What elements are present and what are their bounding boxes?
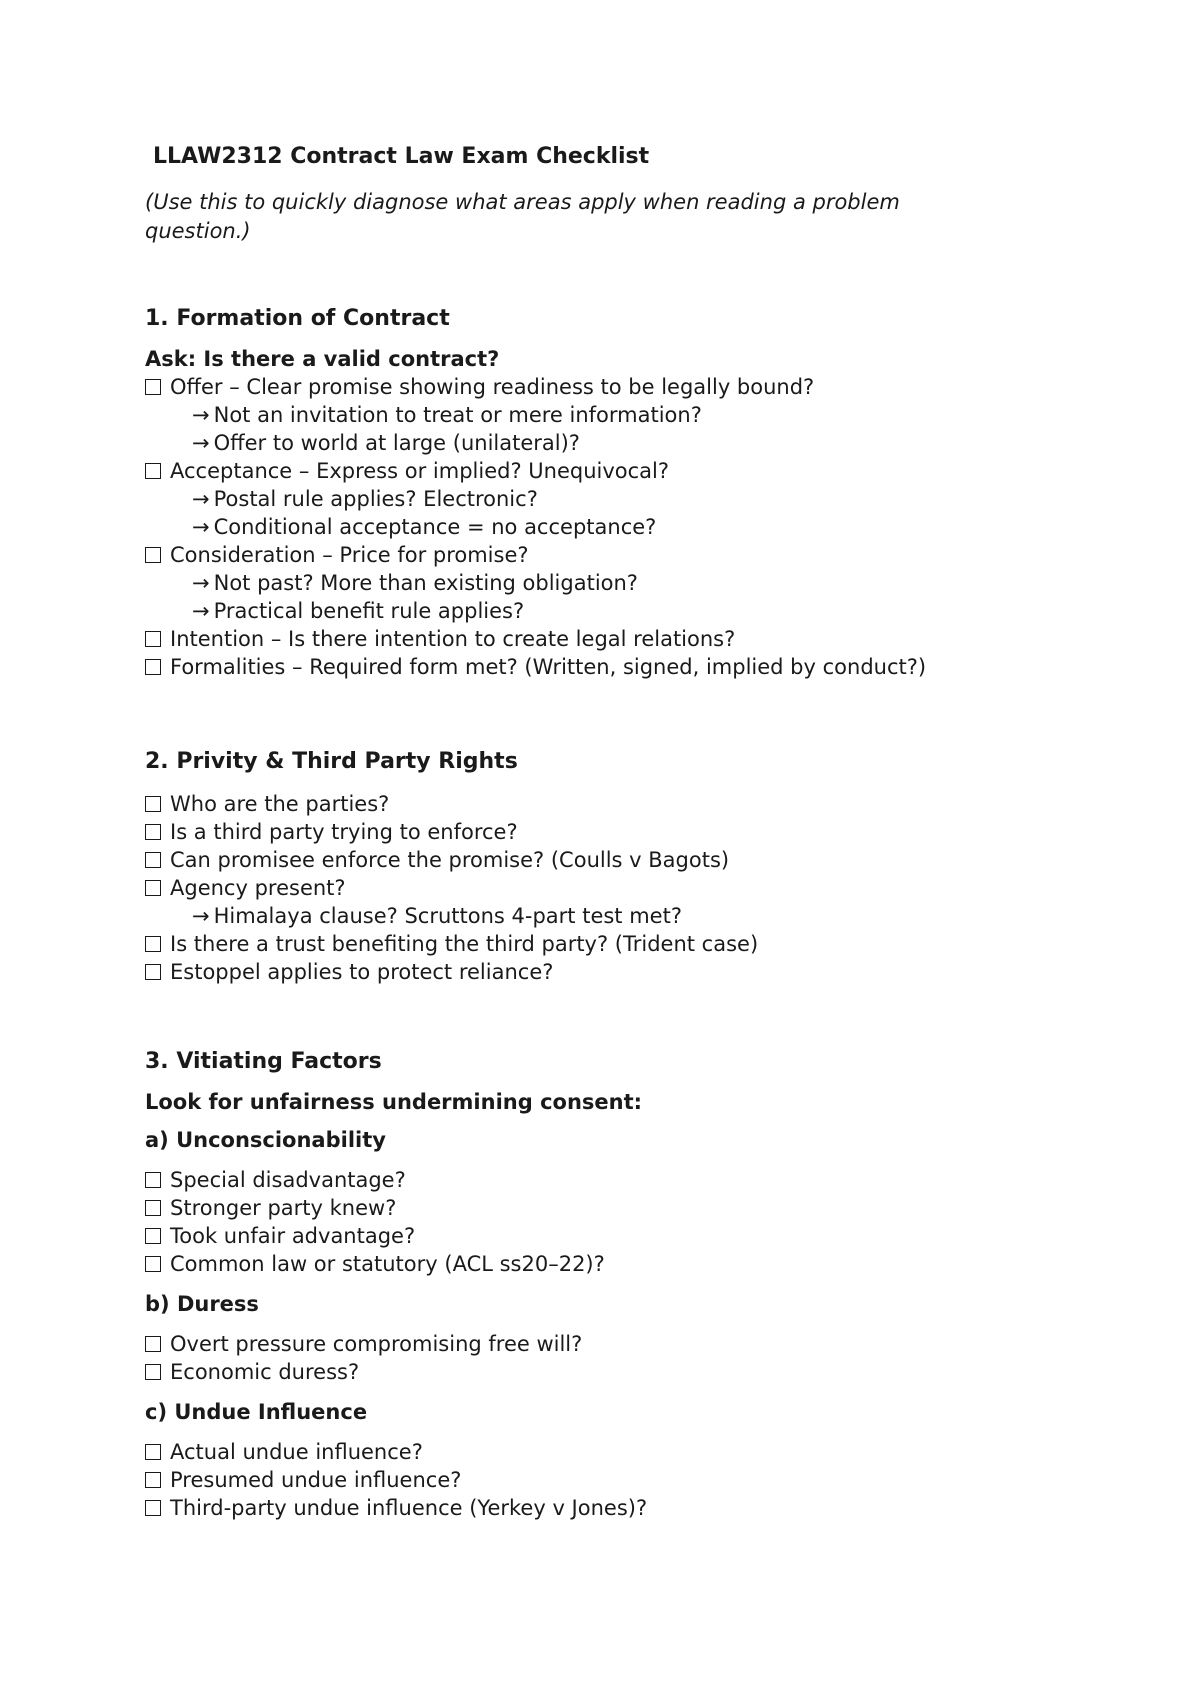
checklist-sub-item-label: Not past? More than existing obligation? <box>213 571 638 595</box>
checklist-item-label: Stronger party knew? <box>170 1196 397 1220</box>
arrow-icon: → <box>192 599 210 623</box>
arrow-icon: → <box>192 904 210 928</box>
section-privity <box>145 749 1105 986</box>
checklist-item[interactable] <box>145 1222 1105 1250</box>
checklist <box>145 373 1105 681</box>
checklist <box>145 1330 1105 1386</box>
checklist-sub-item-label: Himalaya clause? Scruttons 4-part test met? <box>213 904 682 928</box>
checklist-item[interactable] <box>145 1330 1105 1358</box>
checkbox[interactable] <box>145 1228 161 1244</box>
checkbox[interactable] <box>145 936 161 952</box>
checklist-item[interactable] <box>145 1250 1105 1278</box>
checklist-item[interactable] <box>145 1358 1105 1386</box>
checklist-sub-item-label: Not an invitation to treat or mere information? <box>213 403 702 427</box>
checklist-sub-item <box>145 902 1105 930</box>
checklist-sub-item <box>145 513 1105 541</box>
checklist-item-label: Consideration – Price for promise? <box>170 543 529 567</box>
checklist-item-label: Who are the parties? <box>170 792 390 816</box>
checklist-item-label: Third-party undue influence (Yerkey v Jones)? <box>170 1496 648 1520</box>
checklist-item[interactable] <box>145 1194 1105 1222</box>
checklist-item-label: Formalities – Required form met? (Written, signed, implied by conduct?) <box>170 655 927 679</box>
section-vitiating <box>145 1049 1105 1536</box>
section-title: 3. Vitiating Factors <box>145 1049 382 1074</box>
checklist-sub-item <box>145 429 1105 457</box>
section-title: 1. Formation of Contract <box>145 306 450 331</box>
document-intro: (Use this to quickly diagnose what areas apply when reading a problem question.) <box>145 190 900 243</box>
subsection-duress <box>145 1292 1105 1386</box>
checklist-item-label: Offer – Clear promise showing readiness to be legally bound? <box>170 375 815 399</box>
checklist-item-label: Special disadvantage? <box>170 1168 406 1192</box>
checklist-item[interactable] <box>145 541 1105 569</box>
checklist-item[interactable] <box>145 653 1105 681</box>
checklist-sub-item <box>145 569 1105 597</box>
checkbox[interactable] <box>145 796 161 812</box>
checkbox[interactable] <box>145 631 161 647</box>
checklist-item[interactable] <box>145 1438 1105 1466</box>
checklist-item-label: Is a third party trying to enforce? <box>170 820 518 844</box>
checkbox[interactable] <box>145 880 161 896</box>
checklist-item[interactable] <box>145 874 1105 902</box>
subsection-undue-influence <box>145 1400 1105 1522</box>
section-lead: Ask: Is there a valid contract? <box>145 347 500 371</box>
checklist <box>145 1166 1105 1278</box>
document-title: LLAW2312 Contract Law Exam Checklist <box>153 144 650 169</box>
checkbox[interactable] <box>145 824 161 840</box>
checklist-item-label: Economic duress? <box>170 1360 360 1384</box>
arrow-icon: → <box>192 571 210 595</box>
arrow-icon: → <box>192 515 210 539</box>
checklist <box>145 1438 1105 1522</box>
checklist-sub-item-label: Conditional acceptance = no acceptance? <box>213 515 657 539</box>
checklist-item-label: Estoppel applies to protect reliance? <box>170 960 554 984</box>
checklist-item-label: Can promisee enforce the promise? (Coulls v Bagots) <box>170 848 730 872</box>
checklist-item-label: Overt pressure compromising free will? <box>170 1332 583 1356</box>
checklist-item-label: Is there a trust benefiting the third party? (Trident case) <box>170 932 759 956</box>
checkbox[interactable] <box>145 1200 161 1216</box>
checklist-sub-item <box>145 597 1105 625</box>
checklist-item-label: Took unfair advantage? <box>170 1224 416 1248</box>
checklist-item[interactable] <box>145 625 1105 653</box>
checklist-item-label: Acceptance – Express or implied? Unequivocal? <box>170 459 670 483</box>
subsection-title: c) Undue Influence <box>145 1400 368 1424</box>
checklist-item[interactable] <box>145 1494 1105 1522</box>
section-lead: Look for unfairness undermining consent: <box>145 1090 643 1114</box>
checklist-item[interactable] <box>145 790 1105 818</box>
checklist-sub-item <box>145 401 1105 429</box>
checklist-sub-item <box>145 485 1105 513</box>
section-formation <box>145 306 1105 681</box>
checklist <box>145 790 1105 986</box>
checkbox[interactable] <box>145 1500 161 1516</box>
checklist-sub-item-label: Offer to world at large (unilateral)? <box>213 431 580 455</box>
arrow-icon: → <box>192 431 210 455</box>
checklist-item[interactable] <box>145 1166 1105 1194</box>
checklist-item-label: Common law or statutory (ACL ss20–22)? <box>170 1252 605 1276</box>
checkbox[interactable] <box>145 1364 161 1380</box>
checklist-item[interactable] <box>145 930 1105 958</box>
checklist-item-label: Agency present? <box>170 876 346 900</box>
checkbox[interactable] <box>145 379 161 395</box>
checkbox[interactable] <box>145 1336 161 1352</box>
checklist-item[interactable] <box>145 818 1105 846</box>
checkbox[interactable] <box>145 463 161 479</box>
checklist-item[interactable] <box>145 846 1105 874</box>
checkbox[interactable] <box>145 1444 161 1460</box>
checkbox[interactable] <box>145 1172 161 1188</box>
subsection-title: a) Unconscionability <box>145 1128 386 1152</box>
checkbox[interactable] <box>145 547 161 563</box>
checklist-sub-item-label: Practical benefit rule applies? <box>213 599 525 623</box>
checklist-item-label: Actual undue influence? <box>170 1440 423 1464</box>
section-title: 2. Privity & Third Party Rights <box>145 749 518 774</box>
checklist-item[interactable] <box>145 457 1105 485</box>
checklist-item[interactable] <box>145 1466 1105 1494</box>
subsection-title: b) Duress <box>145 1292 259 1316</box>
checkbox[interactable] <box>145 1472 161 1488</box>
checkbox[interactable] <box>145 1256 161 1272</box>
checkbox[interactable] <box>145 852 161 868</box>
checklist-item-label: Presumed undue influence? <box>170 1468 462 1492</box>
arrow-icon: → <box>192 487 210 511</box>
arrow-icon: → <box>192 403 210 427</box>
checklist-sub-item-label: Postal rule applies? Electronic? <box>213 487 538 511</box>
checkbox[interactable] <box>145 964 161 980</box>
checkbox[interactable] <box>145 659 161 675</box>
checklist-item-label: Intention – Is there intention to create legal relations? <box>170 627 736 651</box>
checklist-item[interactable] <box>145 373 1105 401</box>
subsection-unconscionability <box>145 1128 1105 1278</box>
checklist-item[interactable] <box>145 958 1105 986</box>
